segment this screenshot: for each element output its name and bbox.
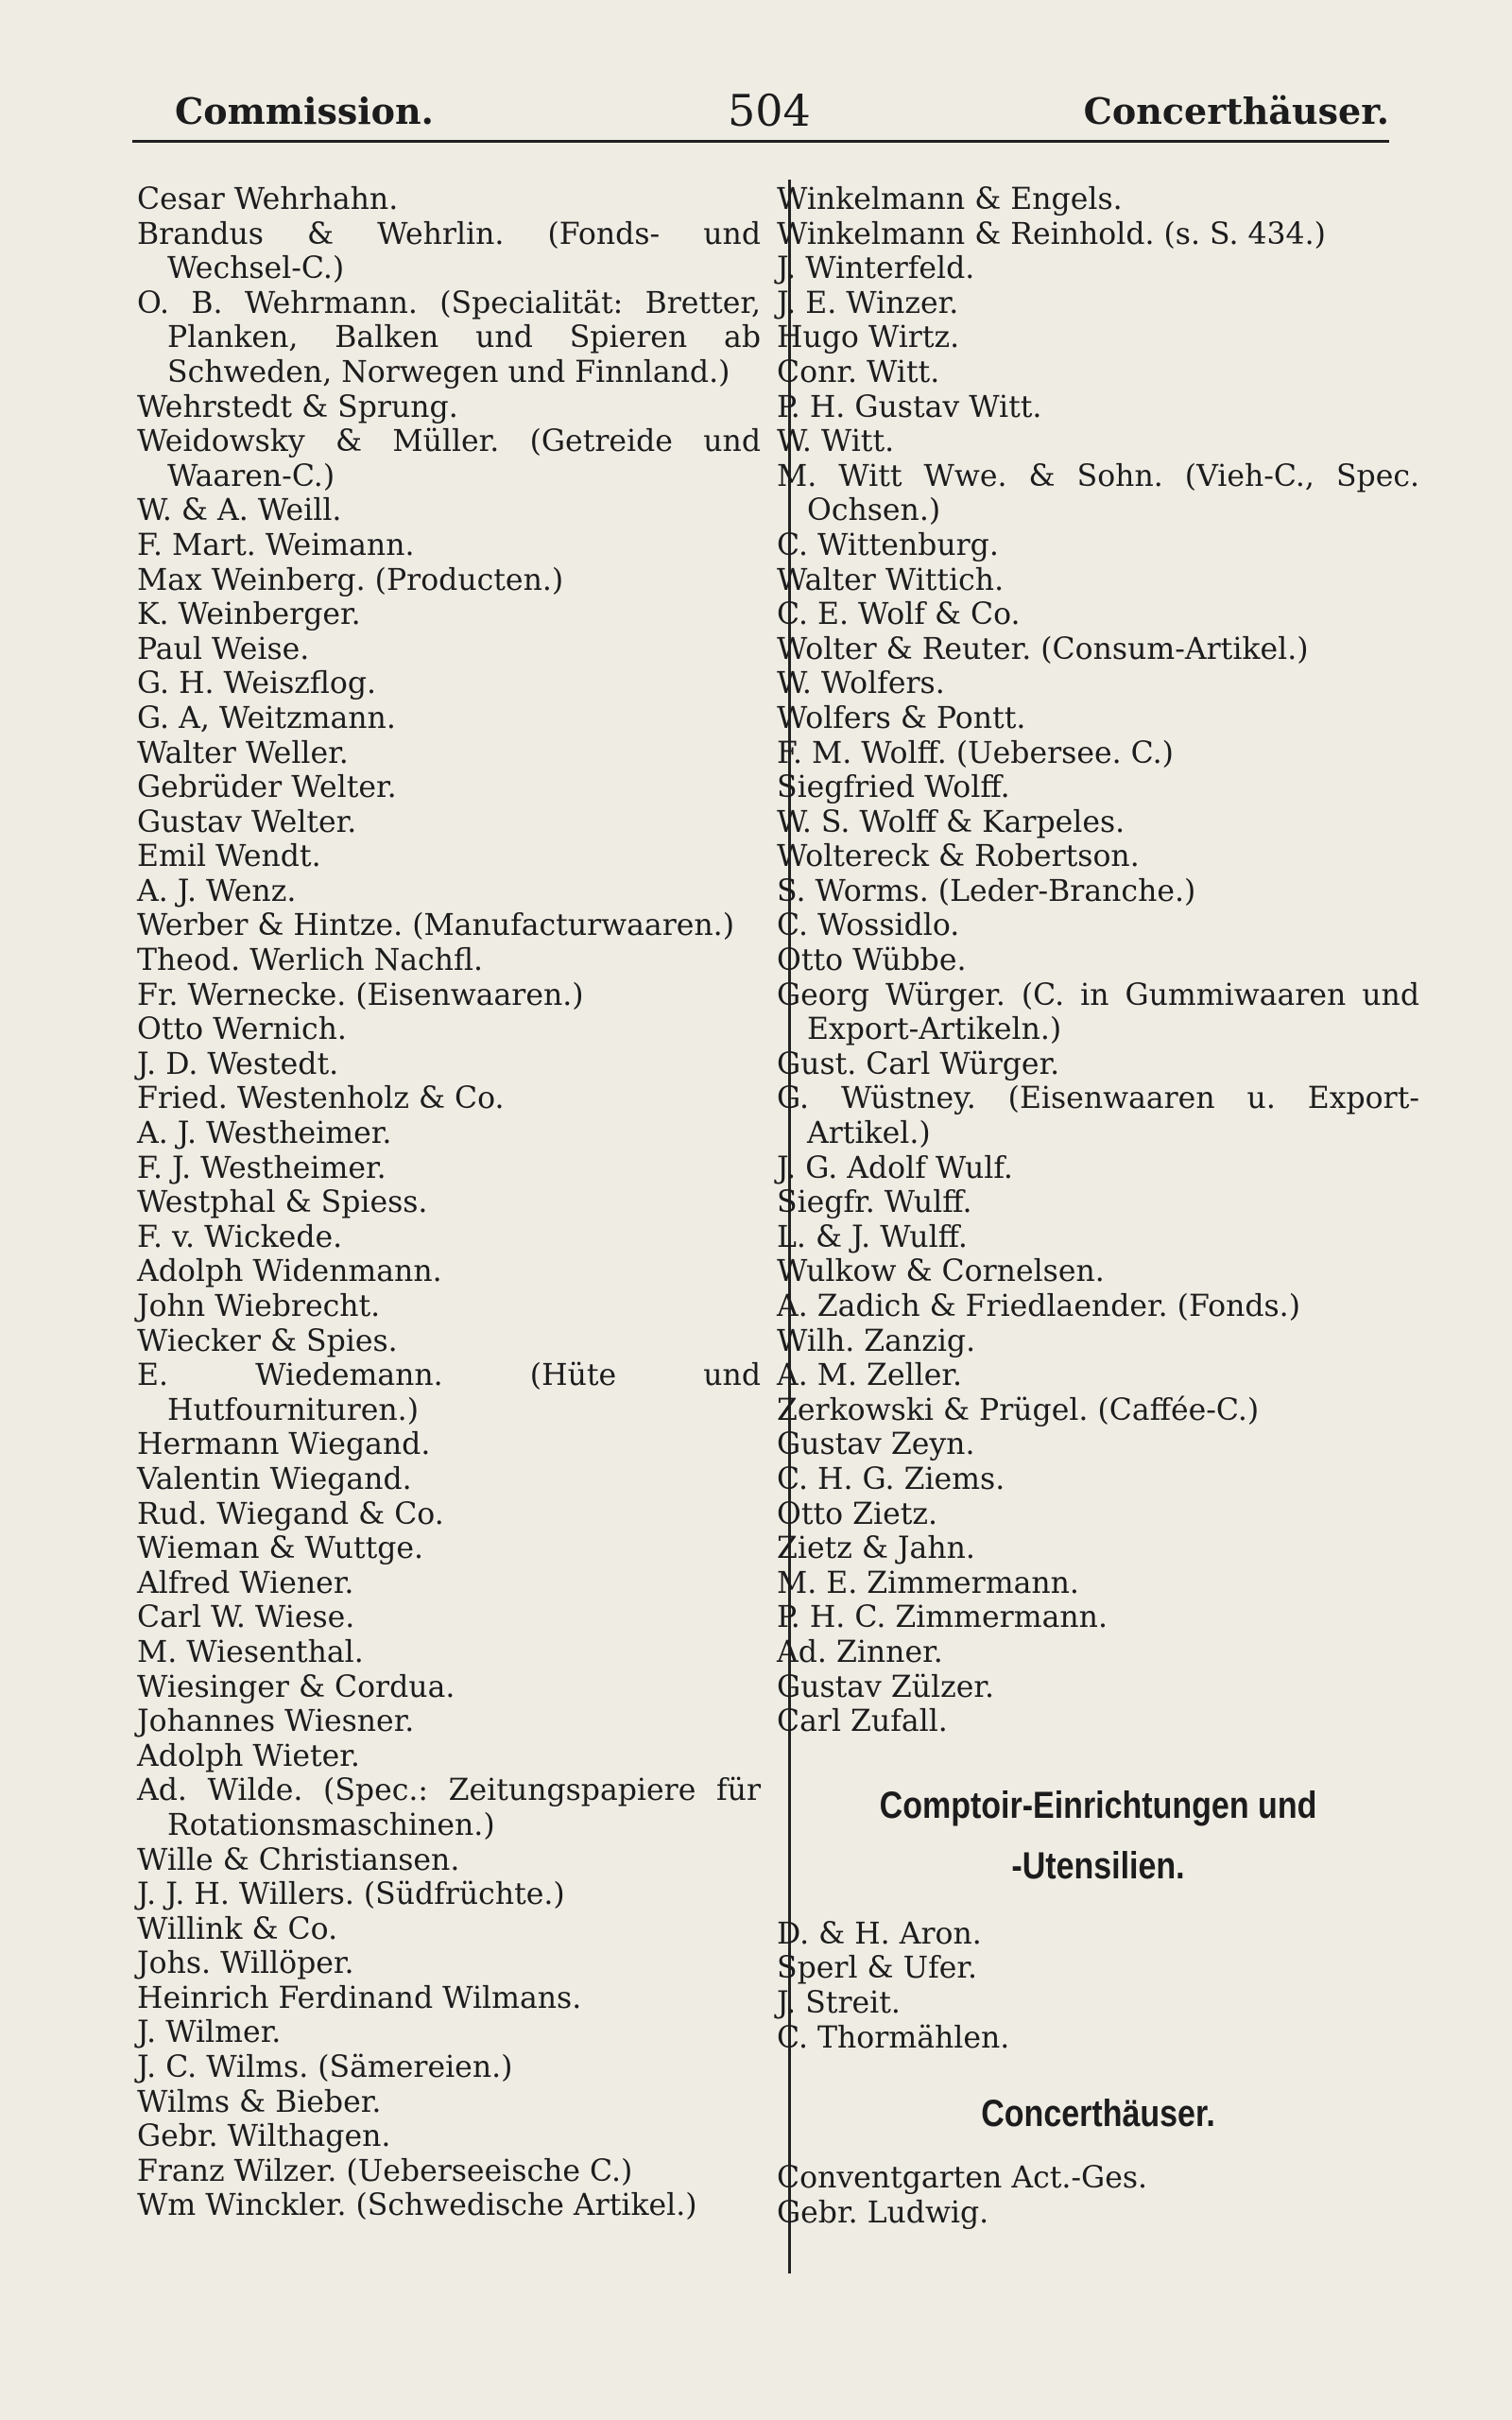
directory-entry: Johs. Willöper. [137,1946,354,1981]
directory-entry: Gebr. Ludwig. [777,2195,989,2230]
directory-entry: Gustav Welter. [137,804,357,839]
directory-entry: Wieman & Wuttge. [137,1531,424,1566]
directory-entry: Wille & Christiansen. [137,1842,460,1877]
directory-entry: Ad. Zinner. [777,1634,943,1669]
directory-entry: G. A, Weitzmann. [137,700,396,735]
page-header [132,74,1389,140]
directory-entry: A. J. Westheimer. [137,1116,392,1151]
directory-entry: J. Wilmer. [137,2015,282,2050]
directory-entry: G. Wüstney. (Eisenwaaren u. Export-Artikel.) [777,1081,1419,1151]
directory-entry: Heinrich Ferdinand Wilmans. [137,1980,582,2015]
directory-entry: J. E. Winzer. [777,285,959,320]
directory-entry: Siegfried Wolff. [777,770,1010,805]
directory-entry: W. & A. Weill. [137,493,342,528]
directory-entry: Zietz & Jahn. [777,1531,975,1566]
directory-entry: Theod. Werlich Nachfl. [137,943,483,978]
directory-entry: Werber & Hintze. (Manufacturwaaren.) [137,908,734,943]
directory-entry: Conr. Witt. [777,354,940,389]
directory-entry: Wilh. Zanzig. [777,1323,976,1358]
directory-entry: Wiesinger & Cordua. [137,1669,455,1704]
directory-entry: Sperl & Ufer. [777,1951,978,1986]
directory-entry: Brandus & Wehrlin. (Fonds- und Wechsel-C.) [137,216,761,286]
directory-entry: Georg Würger. (C. in Gummiwaaren und Export-Artikeln.) [777,977,1419,1047]
directory-entry: Max Weinberg. (Producten.) [137,562,564,597]
section-title-comptoir-continued: -Utensilien. [1011,1844,1185,1887]
directory-entry: Gustav Zülzer. [777,1669,994,1704]
directory-entry: W. S. Wolff & Karpeles. [777,804,1125,839]
directory-entry: J. G. Adolf Wulf. [777,1150,1013,1185]
directory-entry: Otto Zietz. [777,1496,937,1531]
directory-entry: M. Witt Wwe. & Sohn. (Vieh-C., Spec. Ochsen.) [777,458,1419,528]
directory-entry: Wehrstedt & Sprung. [137,389,458,424]
directory-entry: O. B. Wehrmann. (Specialität: Bretter, Planken, Balken und Spieren ab Schweden, Norwegen und Finnland.) [137,285,761,389]
directory-entry: K. Weinberger. [137,597,361,632]
directory-entry: Wilms & Bieber. [137,2084,382,2119]
section-title-concerthaeuser: Concerthäuser. [981,2093,1215,2135]
directory-entry: Valentin Wiegand. [137,1461,412,1496]
directory-entry: Conventgarten Act.-Ges. [777,2161,1148,2196]
directory-entry: Fr. Wernecke. (Eisenwaaren.) [137,977,584,1012]
directory-entry: Gust. Carl Würger. [777,1046,1060,1081]
directory-entry: John Wiebrecht. [137,1289,381,1323]
directory-entry: Willink & Co. [137,1911,338,1946]
directory-entry: Siegfr. Wulff. [777,1185,972,1220]
directory-entry: F. M. Wolff. (Uebersee. C.) [777,735,1174,770]
directory-entry: Hugo Wirtz. [777,320,960,355]
directory-entry: Zerkowski & Prügel. (Caffée-C.) [777,1392,1260,1427]
directory-entry: Alfred Wiener. [137,1565,354,1600]
directory-entry: F. J. Westheimer. [137,1150,387,1185]
directory-entry: Woltereck & Robertson. [777,839,1140,874]
header-left-keyword: Commission. [175,90,434,132]
directory-entry: Paul Weise. [137,631,310,666]
directory-entry: Ad. Wilde. (Spec.: Zeitungspapiere für Rotationsmaschinen.) [137,1773,761,1842]
left-column [137,182,761,2223]
directory-entry: P. H. Gustav Witt. [777,389,1042,424]
directory-entry: Gebrüder Welter. [137,770,397,805]
directory-entry: Wm Winckler. (Schwedische Artikel.) [137,2188,697,2223]
directory-entry: Walter Wittich. [777,562,1005,597]
directory-entry: Weidowsky & Müller. (Getreide und Waaren-C.) [137,424,761,493]
directory-entry: A. Zadich & Friedlaender. (Fonds.) [777,1289,1300,1323]
directory-entry: S. Worms. (Leder-Branche.) [777,873,1196,908]
directory-entry: Fried. Westenholz & Co. [137,1081,505,1116]
directory-entry: Wolter & Reuter. (Consum-Artikel.) [777,631,1309,666]
header-rule [132,140,1389,143]
header-right-keyword: Concerthäuser. [1083,90,1389,132]
directory-entry: C. E. Wolf & Co. [777,597,1021,632]
directory-entry: Emil Wendt. [137,839,321,874]
directory-entry: J. C. Wilms. (Sämereien.) [137,2050,513,2085]
directory-entry: C. Thormählen. [777,2020,1010,2055]
directory-entry: J. D. Westedt. [137,1046,339,1081]
directory-entry: W. Wolfers. [777,666,945,701]
directory-entry: C. Wittenburg. [777,527,999,562]
directory-entry: G. H. Weiszflog. [137,666,376,701]
right-column [777,182,1419,2230]
directory-entry: J. Winterfeld. [777,251,975,286]
directory-entry: Wiecker & Spies. [137,1323,398,1358]
directory-entry: P. H. C. Zimmermann. [777,1600,1108,1635]
section-title-comptoir: Comptoir-Einrichtungen und [879,1784,1317,1826]
directory-entry: E. Wiedemann. (Hüte und Hutfournituren.) [137,1358,761,1427]
directory-entry: D. & H. Aron. [777,1916,982,1951]
directory-entry: Walter Weller. [137,735,349,770]
directory-entry: Wolfers & Pontt. [777,700,1026,735]
directory-entry: Rud. Wiegand & Co. [137,1496,444,1531]
directory-entry: C. Wossidlo. [777,908,960,943]
directory-entry: Otto Wernich. [137,1012,347,1047]
directory-entry: M. E. Zimmermann. [777,1565,1079,1600]
directory-entry: A. J. Wenz. [137,873,297,908]
directory-entry: J. Streit. [777,1985,901,2020]
directory-entry: Hermann Wiegand. [137,1427,431,1462]
directory-entry: F. v. Wickede. [137,1219,343,1254]
directory-entry: Gebr. Wilthagen. [137,2119,391,2154]
directory-entry: Wulkow & Cornelsen. [777,1254,1105,1289]
directory-entry: Franz Wilzer. (Ueberseeische C.) [137,2153,633,2188]
directory-entry: Winkelmann & Engels. [777,182,1123,216]
directory-entry: L. & J. Wulff. [777,1219,968,1254]
directory-entry: Johannes Wiesner. [137,1704,415,1739]
directory-entry: M. Wiesenthal. [137,1634,364,1669]
directory-entry: Carl Zufall. [777,1704,948,1739]
directory-entry: F. Mart. Weimann. [137,527,415,562]
directory-entry: Otto Wübbe. [777,943,967,978]
page-number: 504 [728,85,811,136]
directory-entry: Winkelmann & Reinhold. (s. S. 434.) [777,216,1326,251]
directory-entry: J. J. H. Willers. (Südfrüchte.) [137,1877,565,1912]
directory-entry: A. M. Zeller. [777,1358,962,1393]
directory-entry: Gustav Zeyn. [777,1427,975,1462]
directory-entry: W. Witt. [777,424,895,459]
directory-entry: Adolph Widenmann. [137,1254,442,1289]
directory-entry: Westphal & Spiess. [137,1185,428,1220]
directory-entry: Cesar Wehrhahn. [137,182,399,216]
directory-entry: Adolph Wieter. [137,1738,360,1773]
directory-entry: C. H. G. Ziems. [777,1461,1005,1496]
directory-entry: Carl W. Wiese. [137,1600,355,1635]
